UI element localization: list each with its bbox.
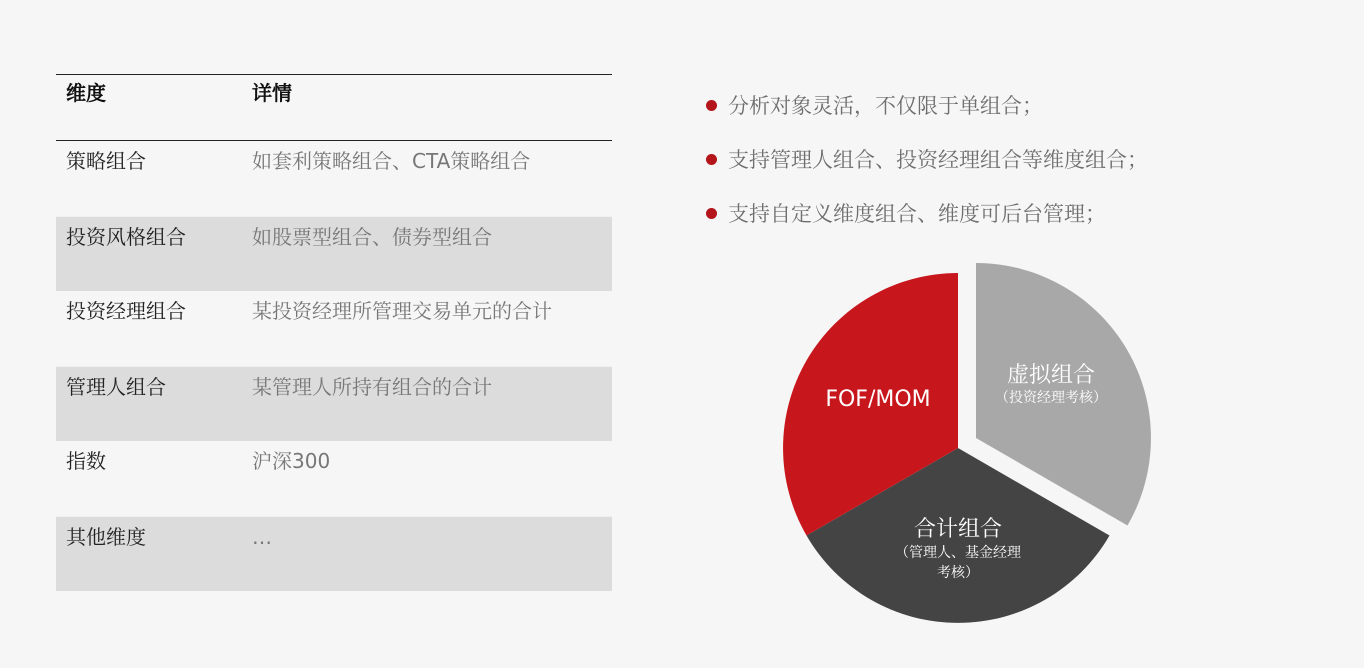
list-item-text: 支持管理人组合、投资经理组合等维度组合； [728, 148, 1148, 172]
row-dimension: 管理人组合 [66, 375, 166, 399]
pie-sublabel-aggregate-2: 考核） [937, 565, 979, 581]
row-detail: 如套利策略组合、CTA策略组合 [252, 149, 531, 173]
row-dimension: 投资风格组合 [66, 225, 186, 249]
row-detail: 某投资经理所管理交易单元的合计 [252, 299, 552, 323]
pie-label-fof: FOF/MOM [825, 387, 931, 412]
pie-sublabel-virtual: （投资经理考核） [995, 390, 1107, 406]
row-detail: 如股票型组合、债券型组合 [252, 225, 492, 249]
row-detail: … [252, 525, 272, 549]
row-dimension: 策略组合 [66, 149, 146, 173]
pie-sublabel-aggregate: （管理人、基金经理 [895, 545, 1021, 561]
pie-label-virtual: 虚拟组合 [1006, 363, 1096, 388]
header-dimension: 维度 [66, 81, 106, 105]
pie-label-aggregate: 合计组合 [913, 517, 1003, 542]
header-detail: 详情 [252, 81, 292, 105]
list-item-text: 分析对象灵活，不仅限于单组合； [728, 94, 1043, 118]
list-item-text: 支持自定义维度组合、维度可后台管理； [728, 202, 1106, 226]
row-detail: 沪深300 [252, 449, 331, 473]
row-detail: 某管理人所持有组合的合计 [252, 375, 492, 399]
row-dimension: 其他维度 [66, 525, 146, 549]
row-dimension: 指数 [66, 449, 106, 473]
row-dimension: 投资经理组合 [66, 299, 186, 323]
